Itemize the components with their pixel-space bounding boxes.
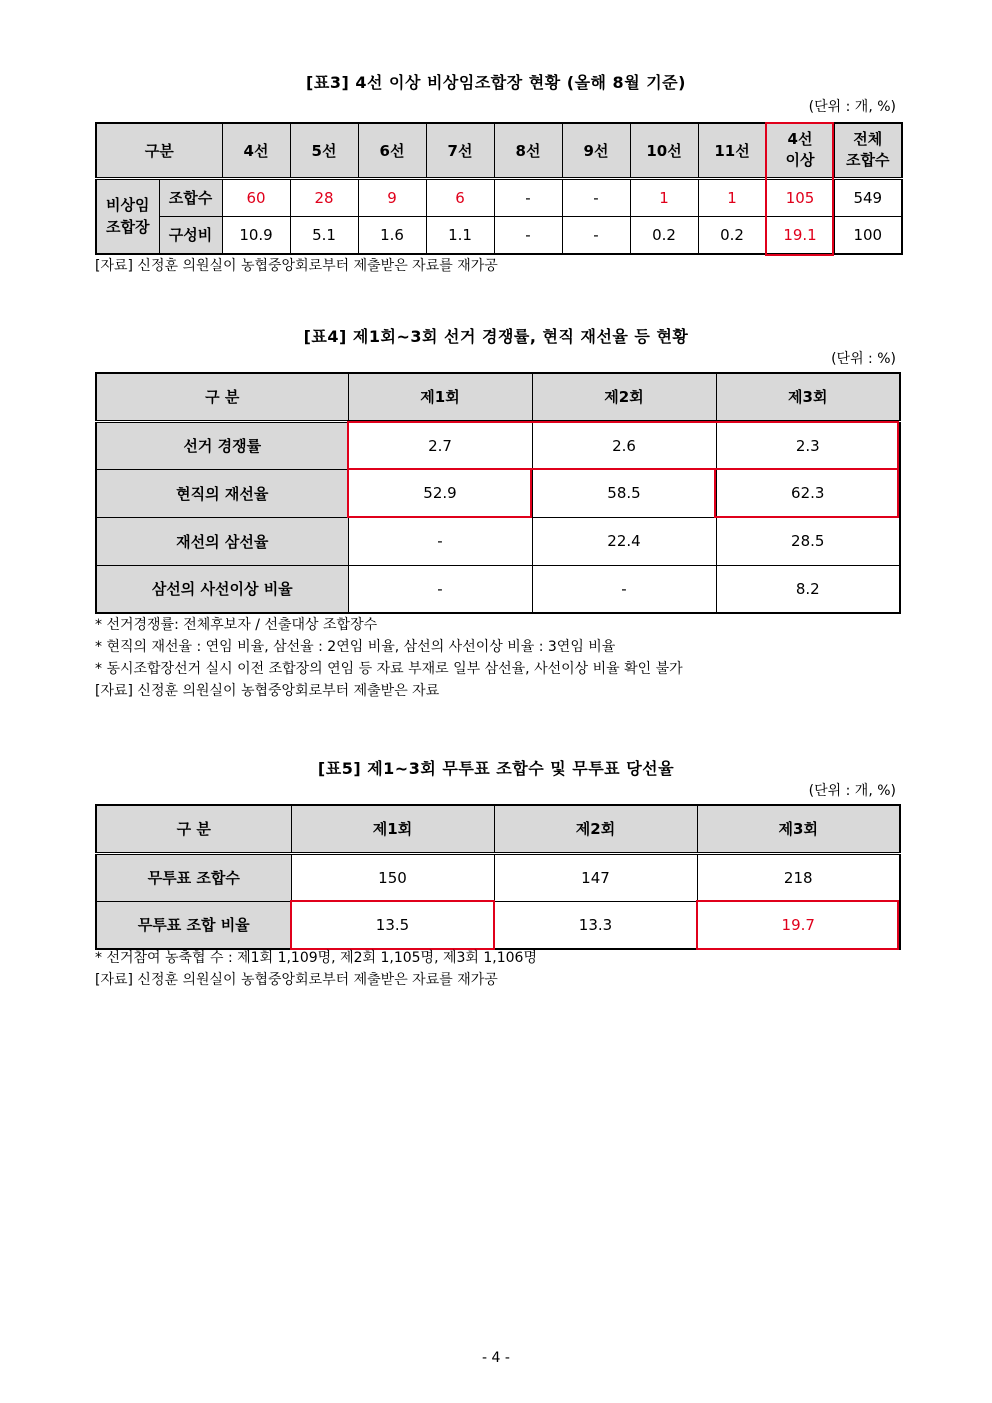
table-cell: 52.9 xyxy=(348,469,532,517)
table4-row-label: 재선의 삼선율 xyxy=(96,517,348,565)
table-cell: 1 xyxy=(698,178,766,216)
table-cell: 6 xyxy=(426,178,494,216)
table3-header-4plus: 4선 이상 xyxy=(766,123,834,178)
table-cell: - xyxy=(348,565,532,613)
table4-header-category: 구 분 xyxy=(96,373,348,421)
table-cell: - xyxy=(494,178,562,216)
table-cell: 19.7 xyxy=(697,901,900,949)
table4-source: [자료] 신정훈 의원실이 농협중앙회로부터 제출받은 자료 xyxy=(95,683,440,699)
table-cell: 150 xyxy=(291,853,494,901)
table-cell: 1.1 xyxy=(426,216,494,254)
table3-unit: (단위 : 개, %) xyxy=(808,99,896,115)
table5-unit: (단위 : 개, %) xyxy=(808,783,896,799)
table-cell: 2.6 xyxy=(532,421,716,469)
table5-title: [표5] 제1~3회 무투표 조합수 및 무투표 당선율 xyxy=(317,759,675,778)
table-cell: 100 xyxy=(834,216,902,254)
table-cell: 1.6 xyxy=(358,216,426,254)
table3-header-category: 구분 xyxy=(96,123,222,178)
table-cell: - xyxy=(562,216,630,254)
table-cell: 60 xyxy=(222,178,290,216)
table4-note-1: * 선거경쟁률: 전체후보자 / 선출대상 조합장수 xyxy=(95,617,378,633)
table5-source: [자료] 신정훈 의원실이 농협중앙회로부터 제출받은 자료를 재가공 xyxy=(95,972,498,988)
page-number: - 4 - xyxy=(482,1350,510,1366)
table3-header-10: 10선 xyxy=(630,123,698,178)
table4-title: [표4] 제1회~3회 선거 경쟁률, 현직 재선율 등 현황 xyxy=(303,327,689,346)
table-row xyxy=(96,216,902,254)
table5-row-label: 무투표 조합수 xyxy=(96,853,291,901)
table3 xyxy=(95,122,903,255)
table5-note-1: * 선거참여 농축협 수 : 제1회 1,109명, 제2회 1,105명, 제3회 1,106명 xyxy=(95,950,537,966)
table-cell: 147 xyxy=(494,853,697,901)
table-cell: 10.9 xyxy=(222,216,290,254)
table-cell: 8.2 xyxy=(716,565,900,613)
table4-note-3: * 동시조합장선거 실시 이전 조합장의 연임 등 자료 부재로 일부 삼선율, 사선이상 비율 확인 불가 xyxy=(95,661,683,677)
table3-row-label: 조합수 xyxy=(159,178,222,216)
table4-unit: (단위 : %) xyxy=(831,351,896,367)
table4-row-label: 선거 경쟁률 xyxy=(96,421,348,469)
table3-header-9: 9선 xyxy=(562,123,630,178)
table-cell: 28.5 xyxy=(716,517,900,565)
table-cell: 13.5 xyxy=(291,901,494,949)
table5-row-label: 무투표 조합 비율 xyxy=(96,901,291,949)
table-cell: 549 xyxy=(834,178,902,216)
table-row xyxy=(96,178,902,216)
table4-row-label: 현직의 재선율 xyxy=(96,469,348,517)
table-row xyxy=(96,901,900,949)
table-cell: 0.2 xyxy=(698,216,766,254)
table-cell: 1 xyxy=(630,178,698,216)
table-cell: - xyxy=(562,178,630,216)
table3-header-4: 4선 xyxy=(222,123,290,178)
table3-row-label: 구성비 xyxy=(159,216,222,254)
table4-header-round2: 제2회 xyxy=(532,373,716,421)
table-cell: - xyxy=(348,517,532,565)
table5-header-round1: 제1회 xyxy=(291,805,494,853)
table5-header-category: 구 분 xyxy=(96,805,291,853)
table5-header-round2: 제2회 xyxy=(494,805,697,853)
table-row xyxy=(96,565,900,613)
table-cell: 2.3 xyxy=(716,421,900,469)
table-cell: 58.5 xyxy=(532,469,716,517)
table-cell: 62.3 xyxy=(716,469,900,517)
table-cell: - xyxy=(532,565,716,613)
table-cell: 28 xyxy=(290,178,358,216)
table4-header-round3: 제3회 xyxy=(716,373,900,421)
table3-source: [자료] 신정훈 의원실이 농협중앙회로부터 제출받은 자료를 재가공 xyxy=(95,258,498,274)
table3-header-5: 5선 xyxy=(290,123,358,178)
table5 xyxy=(95,804,901,950)
table-cell: 5.1 xyxy=(290,216,358,254)
table3-header-11: 11선 xyxy=(698,123,766,178)
table-cell: 19.1 xyxy=(766,216,834,254)
table5-header-round3: 제3회 xyxy=(697,805,900,853)
table4-header-round1: 제1회 xyxy=(348,373,532,421)
table3-header-8: 8선 xyxy=(494,123,562,178)
table4-row-label: 삼선의 사선이상 비율 xyxy=(96,565,348,613)
table3-header-total: 전체 조합수 xyxy=(834,123,902,178)
table3-header-7: 7선 xyxy=(426,123,494,178)
table-cell: 2.7 xyxy=(348,421,532,469)
table-row xyxy=(96,469,900,517)
table4 xyxy=(95,372,901,614)
table3-header-6: 6선 xyxy=(358,123,426,178)
table4-note-2: * 현직의 재선율 : 연임 비율, 삼선율 : 2연임 비율, 삼선의 사선이상 비율 : 3연임 비율 xyxy=(95,639,616,655)
table-row xyxy=(96,517,900,565)
table-cell: 218 xyxy=(697,853,900,901)
table-cell: 13.3 xyxy=(494,901,697,949)
table-cell: 22.4 xyxy=(532,517,716,565)
table-cell: - xyxy=(494,216,562,254)
table3-row-group: 비상임 조합장 xyxy=(96,178,159,254)
table-row xyxy=(96,853,900,901)
table-cell: 0.2 xyxy=(630,216,698,254)
table-row xyxy=(96,421,900,469)
table-cell: 9 xyxy=(358,178,426,216)
table-cell: 105 xyxy=(766,178,834,216)
table3-title: [표3] 4선 이상 비상임조합장 현황 (올해 8월 기준) xyxy=(306,73,686,92)
